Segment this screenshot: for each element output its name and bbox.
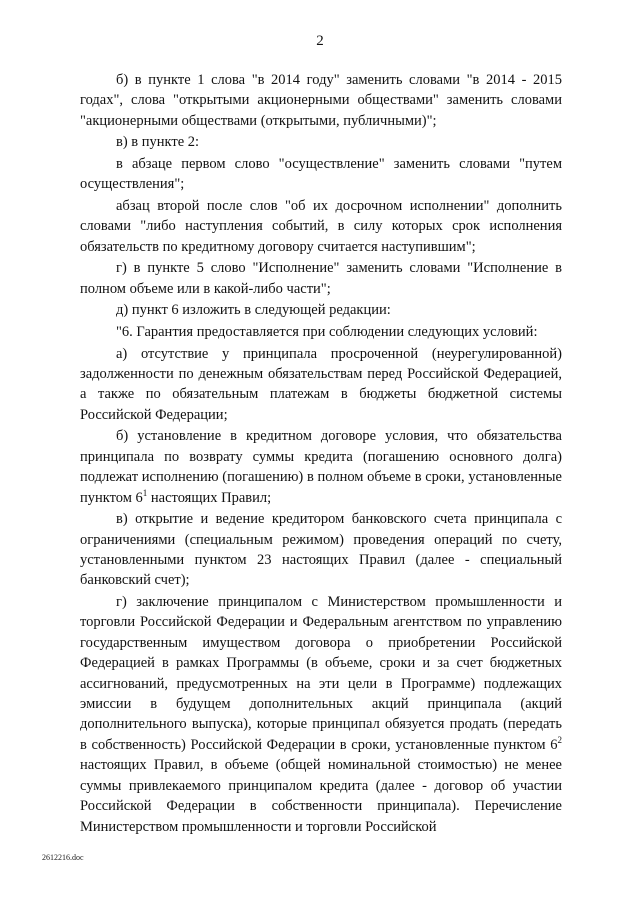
paragraph: г) в пункте 5 слово "Исполнение" заменить словами "Исполнение в полном объеме или в какой-либо части";	[80, 260, 562, 297]
superscript: 1	[142, 487, 148, 498]
document-body	[80, 70, 562, 838]
footer-filename: 2612216.doc	[42, 853, 84, 862]
paragraph-b	[80, 426, 562, 508]
paragraph-v: в) открытие и ведение кредитором банковского счета принципала с ограничениями (специальным режимом) проведения операций по счету, установленными пунктом 23 настоящих Правил (далее - специальный банковский счет);	[80, 511, 562, 589]
page-number: 2	[316, 33, 324, 49]
paragraph: абзац второй после слов "об их досрочном исполнении" дополнить словами "либо наступления событий, в силу которых срок исполнения обязательств по кредитному договору считается наступившим";	[80, 198, 562, 255]
paragraph: в) в пункте 2:	[116, 134, 200, 151]
superscript: 2	[557, 734, 562, 745]
paragraph: в абзаце первом слово "осуществление" заменить словами "путем осуществления";	[80, 156, 562, 193]
paragraph: "6. Гарантия предоставляется при соблюдении следующих условий:	[116, 324, 538, 340]
paragraph-text: настоящих Правил;	[147, 489, 272, 506]
paragraph-text: б) установление в кредитном договоре условия, что обязательства принципала по возврату суммы кредита (погашению основного долга) подлежат исполнению (погашению) в полном объеме в сроки, установленные пунктом 6	[80, 428, 562, 506]
paragraph: а) отсутствие у принципала просроченной (неурегулированной) задолженности по денежным обязательствам перед Российской Федерацией, а также по обязательным платежам в бюджеты бюджетной системы Российской Федерации;	[80, 345, 562, 423]
paragraph: б) в пункте 1 слова "в 2014 году" заменить словами "в 2014 - 2015 годах", слова "открытыми акционерными обществами" заменить словами "акционерными обществами (открытыми, публичными)";	[80, 72, 562, 129]
paragraph-text: г) заключение принципалом с Министерством промышленности и торговли Российской Федерации и Федеральным агентством по управлению государственным имуществом договора о приобретении Российской Федерацией в рамках Программы (в объеме, сроки и за счет бюджетных ассигнований, предусмотренных на эти цели в Программе) подлежащих эмиссии в будущем дополнительных акций принципала (акций дополнительного выпуска), которые принципал обязуется продать (передать в собственность) Российской Федерации в сроки, установленные пунктом 6	[80, 594, 562, 753]
paragraph: д) пункт 6 изложить в следующей редакции:	[116, 302, 391, 319]
paragraph-text: настоящих Правил, в объеме (общей номинальной стоимостью) не менее суммы привлекаемого принципалом кредита (далее - договор об участии Российской Федерации в собственности принципала). Перечисление Министерством промышленности и торговли Российской	[80, 757, 562, 835]
paragraph-g	[80, 592, 562, 837]
